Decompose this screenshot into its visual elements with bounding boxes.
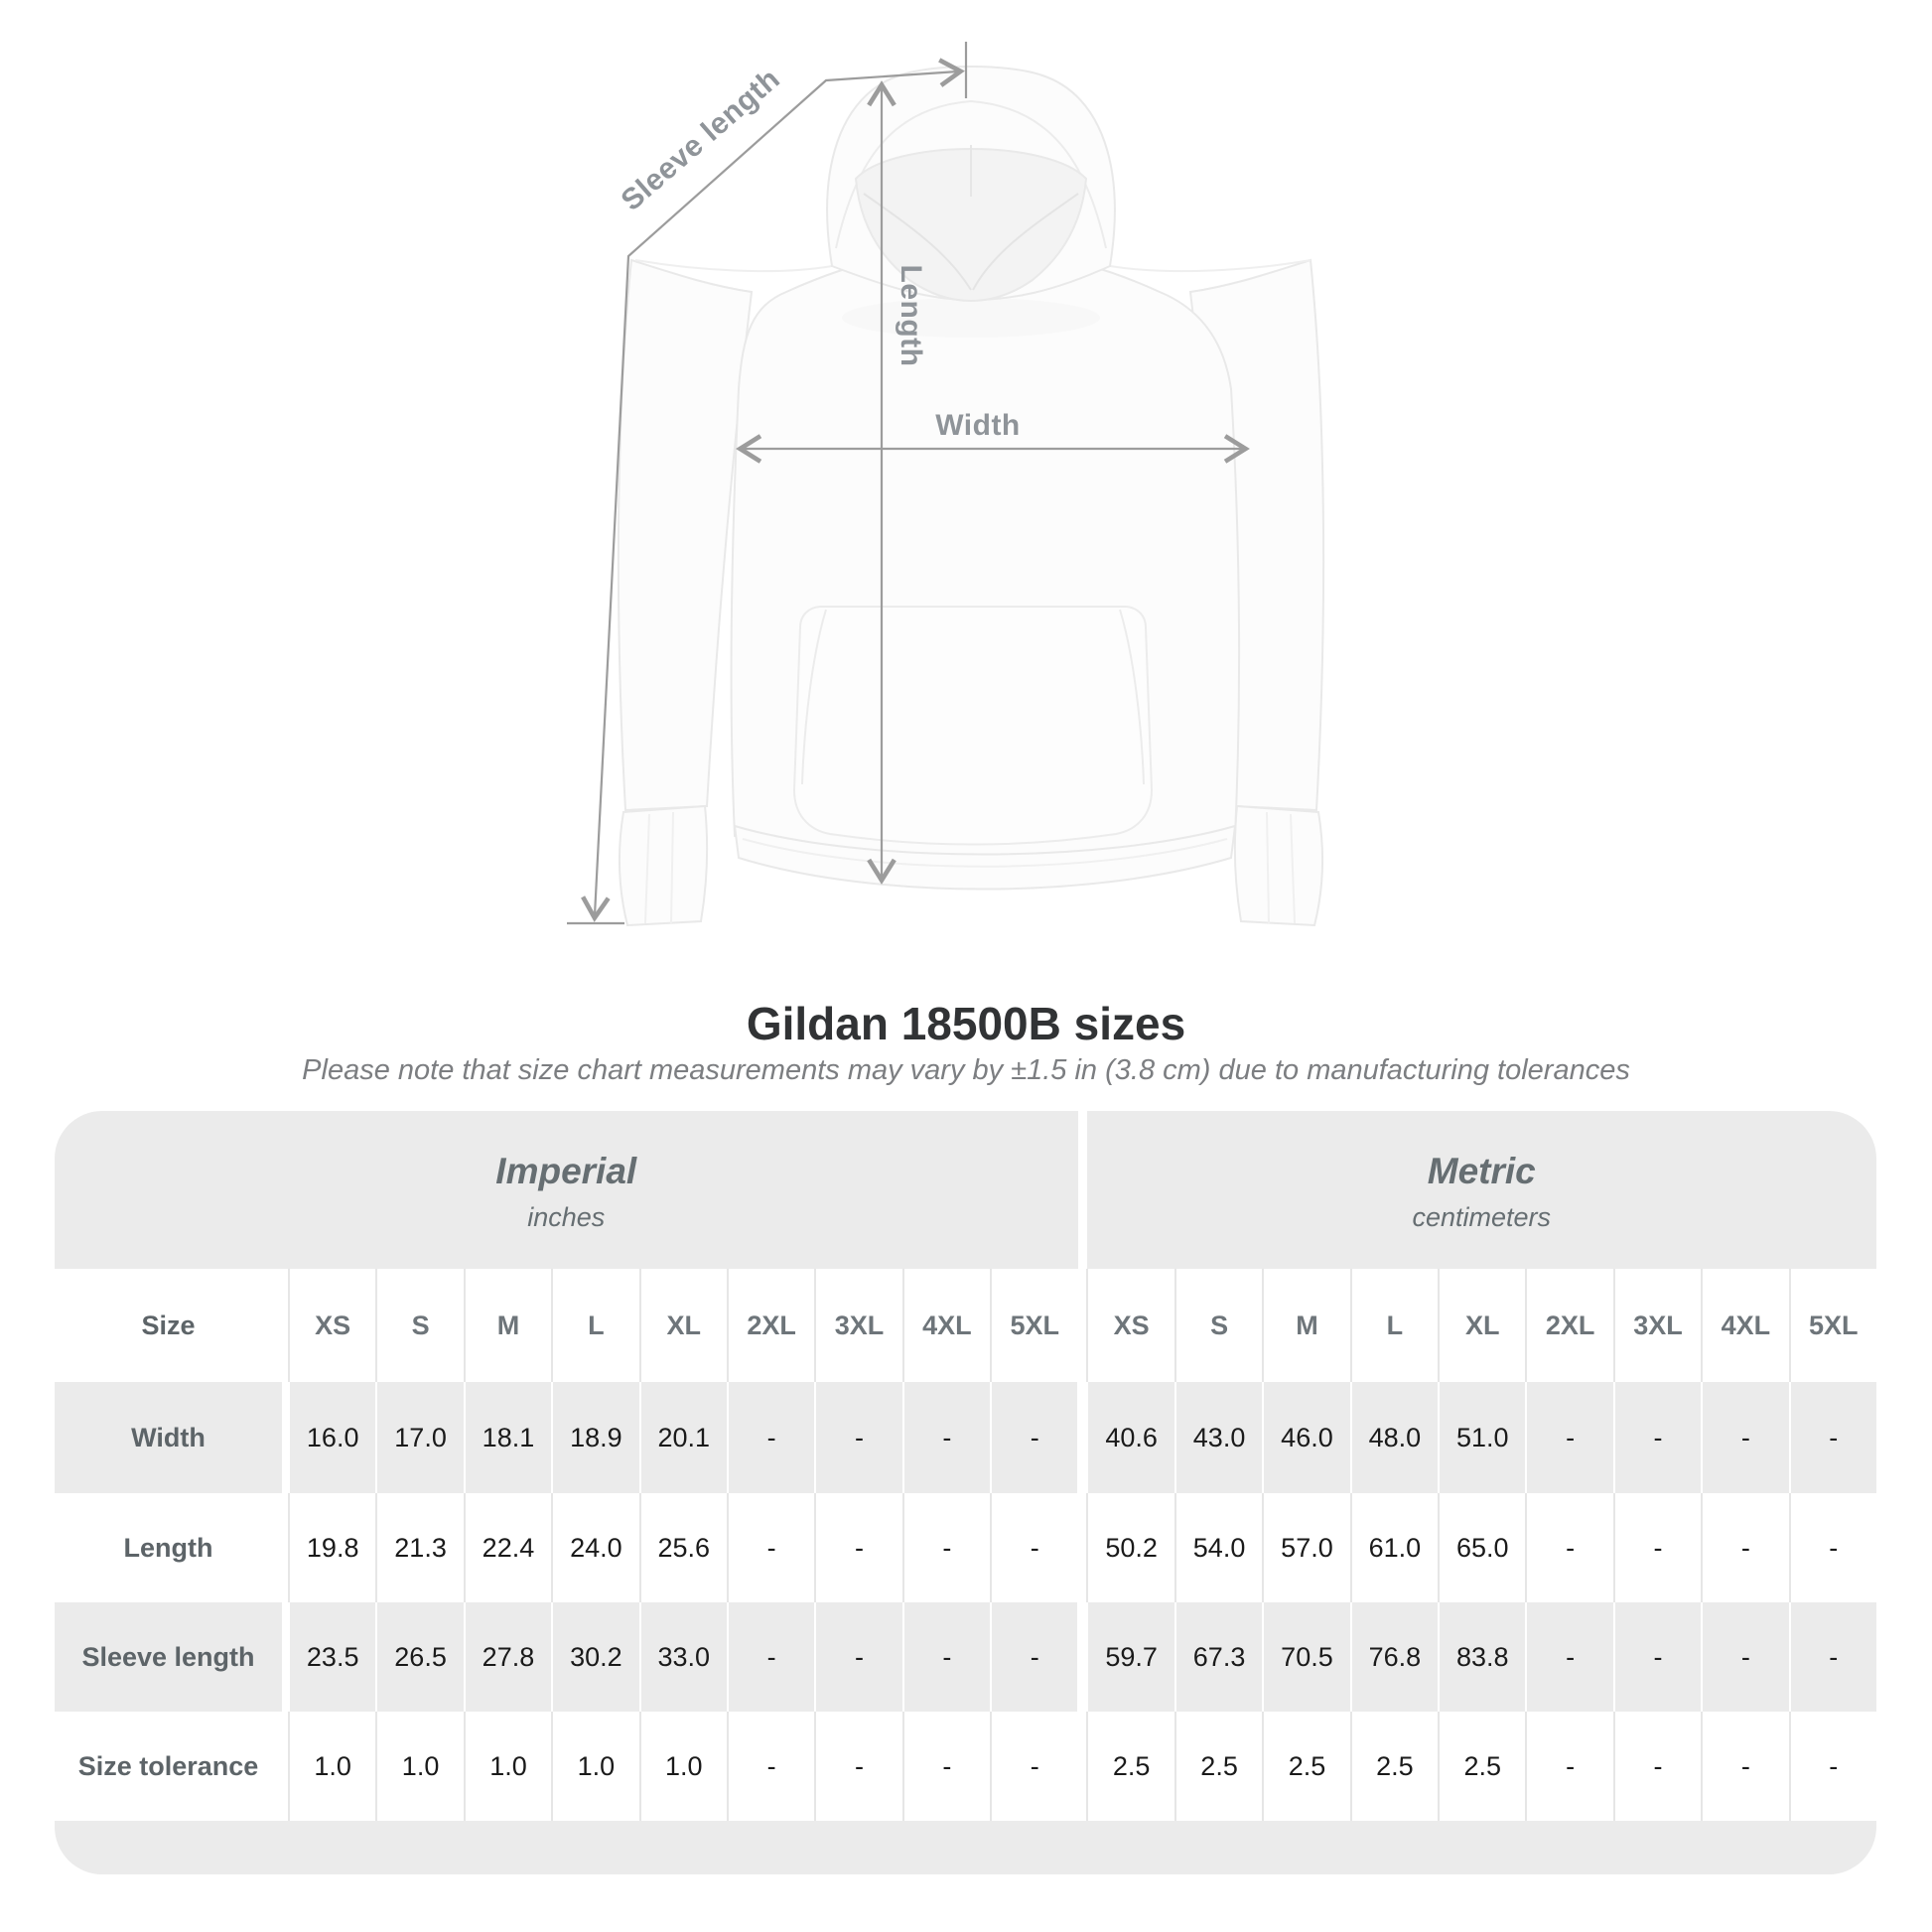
size-cell: 5XL <box>1789 1269 1876 1382</box>
value-cell: 1.0 <box>288 1712 375 1821</box>
value-cell: - <box>1613 1382 1701 1493</box>
value-cell: - <box>814 1712 901 1821</box>
row-label: Sleeve length <box>55 1602 282 1712</box>
unit-name: Metric <box>1427 1151 1536 1191</box>
value-cell: - <box>902 1602 990 1712</box>
value-cell: - <box>1525 1493 1612 1602</box>
value-cell: 1.0 <box>551 1712 638 1821</box>
value-cell: - <box>727 1493 814 1602</box>
size-cell: S <box>375 1269 463 1382</box>
unit-divider <box>1077 1602 1086 1712</box>
table-header <box>55 1111 1876 1269</box>
size-cell: XS <box>288 1269 375 1382</box>
value-cell: 40.6 <box>1086 1382 1173 1493</box>
hoodie-left-cuff <box>620 806 707 925</box>
value-cell: 1.0 <box>639 1712 727 1821</box>
value-cell: - <box>1789 1493 1876 1602</box>
row-label: Size <box>55 1269 282 1382</box>
unit-divider <box>1077 1382 1086 1493</box>
value-cell: - <box>1525 1382 1612 1493</box>
value-cell: - <box>902 1493 990 1602</box>
value-cell: 16.0 <box>288 1382 375 1493</box>
value-cell: - <box>1613 1493 1701 1602</box>
size-cell: XL <box>639 1269 727 1382</box>
value-cell: - <box>990 1602 1077 1712</box>
size-cell: 2XL <box>1525 1269 1612 1382</box>
row-label: Width <box>55 1382 282 1493</box>
value-cell: - <box>1613 1712 1701 1821</box>
value-cell: - <box>902 1712 990 1821</box>
value-cell: - <box>1789 1382 1876 1493</box>
value-cell: 18.9 <box>551 1382 638 1493</box>
value-cell: 2.5 <box>1438 1712 1525 1821</box>
row-label: Length <box>55 1493 282 1602</box>
value-cell: - <box>1525 1602 1612 1712</box>
unit-name: Imperial <box>495 1151 637 1191</box>
value-cell: 57.0 <box>1262 1493 1349 1602</box>
value-cell: 54.0 <box>1174 1493 1262 1602</box>
unit-group-metric <box>1087 1111 1877 1269</box>
value-cell: 1.0 <box>375 1712 463 1821</box>
hoodie-pocket <box>794 607 1152 845</box>
value-cell: 61.0 <box>1350 1493 1438 1602</box>
value-cell: 46.0 <box>1262 1382 1349 1493</box>
page-subtitle: Please note that size chart measurements may vary by ±1.5 in (3.8 cm) due to manufacturing tolerances <box>302 1054 1630 1086</box>
hoodie-right-cuff <box>1235 806 1322 925</box>
value-cell: 23.5 <box>288 1602 375 1712</box>
value-cell: 26.5 <box>375 1602 463 1712</box>
size-cell: L <box>551 1269 638 1382</box>
size-cell: L <box>1350 1269 1438 1382</box>
value-cell: 2.5 <box>1086 1712 1173 1821</box>
value-cell: 30.2 <box>551 1602 638 1712</box>
value-cell: - <box>902 1382 990 1493</box>
length-label: Length <box>895 264 927 367</box>
value-cell: - <box>990 1493 1077 1602</box>
value-cell: - <box>727 1382 814 1493</box>
value-cell: - <box>814 1602 901 1712</box>
value-cell: - <box>1701 1382 1788 1493</box>
size-cell: 3XL <box>814 1269 901 1382</box>
value-cell: - <box>727 1712 814 1821</box>
value-cell: - <box>1525 1712 1612 1821</box>
value-cell: 27.8 <box>464 1602 551 1712</box>
row-label: Size tolerance <box>55 1712 282 1821</box>
table-footer <box>55 1821 1876 1874</box>
size-cell: M <box>464 1269 551 1382</box>
value-cell: 43.0 <box>1174 1382 1262 1493</box>
size-cell: XL <box>1438 1269 1525 1382</box>
value-cell: - <box>1701 1712 1788 1821</box>
value-cell: 17.0 <box>375 1382 463 1493</box>
value-cell: - <box>1701 1602 1788 1712</box>
size-cell: 2XL <box>727 1269 814 1382</box>
size-cell: M <box>1262 1269 1349 1382</box>
value-cell: - <box>1613 1602 1701 1712</box>
value-cell: 33.0 <box>639 1602 727 1712</box>
value-cell: 51.0 <box>1438 1382 1525 1493</box>
value-cell: 83.8 <box>1438 1602 1525 1712</box>
table-row <box>55 1382 1876 1493</box>
table-row <box>55 1712 1876 1821</box>
value-cell: 2.5 <box>1262 1712 1349 1821</box>
value-cell: 2.5 <box>1174 1712 1262 1821</box>
unit-divider <box>1077 1269 1086 1382</box>
unit-sublabel: centimeters <box>1412 1202 1552 1232</box>
size-cell: XS <box>1086 1269 1173 1382</box>
page-title: Gildan 18500B sizes <box>746 998 1186 1049</box>
value-cell: 65.0 <box>1438 1493 1525 1602</box>
value-cell: 20.1 <box>639 1382 727 1493</box>
size-cell: S <box>1174 1269 1262 1382</box>
value-cell: 48.0 <box>1350 1382 1438 1493</box>
value-cell: 67.3 <box>1174 1602 1262 1712</box>
value-cell: 1.0 <box>464 1712 551 1821</box>
value-cell: 19.8 <box>288 1493 375 1602</box>
unit-group-imperial <box>55 1111 1078 1269</box>
size-cell: 4XL <box>902 1269 990 1382</box>
table-row <box>55 1602 1876 1712</box>
hoodie-graphic <box>619 67 1323 925</box>
value-cell: 76.8 <box>1350 1602 1438 1712</box>
size-cell: 4XL <box>1701 1269 1788 1382</box>
unit-divider <box>1077 1712 1086 1821</box>
value-cell: 59.7 <box>1086 1602 1173 1712</box>
sleeve-length-label: Sleeve length <box>615 62 787 217</box>
table-row-sizes <box>55 1269 1876 1382</box>
value-cell: - <box>990 1382 1077 1493</box>
value-cell: 24.0 <box>551 1493 638 1602</box>
value-cell: 25.6 <box>639 1493 727 1602</box>
value-cell: - <box>1701 1493 1788 1602</box>
unit-divider <box>1077 1493 1086 1602</box>
value-cell: 2.5 <box>1350 1712 1438 1821</box>
size-table <box>55 1111 1876 1874</box>
value-cell: 50.2 <box>1086 1493 1173 1602</box>
value-cell: 22.4 <box>464 1493 551 1602</box>
value-cell: - <box>1789 1602 1876 1712</box>
value-cell: - <box>990 1712 1077 1821</box>
value-cell: - <box>727 1602 814 1712</box>
value-cell: 18.1 <box>464 1382 551 1493</box>
size-cell: 3XL <box>1613 1269 1701 1382</box>
width-label: Width <box>935 409 1021 442</box>
value-cell: 70.5 <box>1262 1602 1349 1712</box>
value-cell: - <box>814 1382 901 1493</box>
size-cell: 5XL <box>990 1269 1077 1382</box>
value-cell: - <box>814 1493 901 1602</box>
value-cell: - <box>1789 1712 1876 1821</box>
unit-sublabel: inches <box>527 1202 606 1232</box>
table-row <box>55 1493 1876 1602</box>
value-cell: 21.3 <box>375 1493 463 1602</box>
